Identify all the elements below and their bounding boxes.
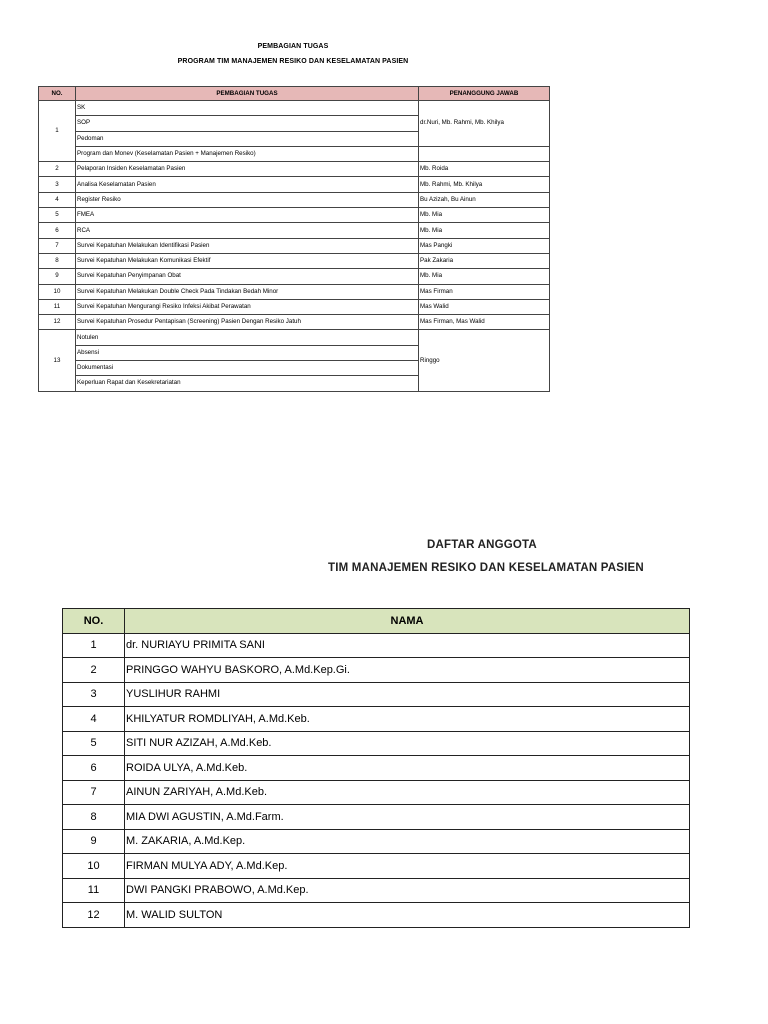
table-header-row: [39, 87, 550, 101]
table-row: [63, 805, 690, 830]
row-number: 4: [39, 192, 76, 207]
row-number: 3: [39, 177, 76, 192]
row-number: 9: [63, 829, 125, 854]
header-task: PEMBAGIAN TUGAS: [76, 87, 419, 101]
responsible-cell: Mas Pangki: [419, 238, 550, 253]
row-number: 6: [63, 756, 125, 781]
member-name: KHILYATUR ROMDLIYAH, A.Md.Keb.: [125, 707, 690, 732]
table-row: [63, 756, 690, 781]
task-cell: Pelaporan Insiden Keselamatan Pasien: [76, 162, 419, 177]
table-row: [39, 223, 550, 238]
responsible-cell: Pak Zakaria: [419, 253, 550, 268]
responsible-cell: Ringgo: [419, 330, 550, 391]
row-number: 2: [63, 658, 125, 683]
member-name: PRINGGO WAHYU BASKORO, A.Md.Kep.Gi.: [125, 658, 690, 683]
table-row: [63, 829, 690, 854]
responsible-cell: Mas Firman: [419, 284, 550, 299]
row-number: 13: [39, 330, 76, 391]
row-number: 3: [63, 682, 125, 707]
task-cell: Survei Kepatuhan Melakukan Komunikasi Efektif: [76, 253, 419, 268]
table-row: [39, 330, 550, 345]
member-name: AINUN ZARIYAH, A.Md.Keb.: [125, 780, 690, 805]
table-row: [63, 658, 690, 683]
tugas-subtitle: PROGRAM TIM MANAJEMEN RESIKO DAN KESELAMATAN PASIEN: [177, 58, 409, 65]
task-cell: Keperluan Rapat dan Kesekretariatan: [76, 376, 419, 391]
header-no: NO.: [39, 87, 76, 101]
table-row: [63, 731, 690, 756]
table-row: [39, 315, 550, 330]
member-name: MIA DWI AGUSTIN, A.Md.Farm.: [125, 805, 690, 830]
table-row: [39, 208, 550, 223]
pembagian-tugas-table: [38, 86, 550, 392]
responsible-cell: dr.Nuri, Mb. Rahmi, Mb. Khilya: [419, 101, 550, 147]
task-cell: Analisa Keselamatan Pasien: [76, 177, 419, 192]
table-row: [39, 284, 550, 299]
row-number: 1: [63, 633, 125, 658]
task-cell: SOP: [76, 116, 419, 131]
row-number: 2: [39, 162, 76, 177]
responsible-cell: Mb. Rahmi, Mb. Khilya: [419, 177, 550, 192]
task-cell: Survei Kepatuhan Melakukan Double Check Pada Tindakan Bedah Minor: [76, 284, 419, 299]
task-cell: Survei Kepatuhan Melakukan Identifikasi Pasien: [76, 238, 419, 253]
responsible-cell: Mas Firman, Mas Walid: [419, 315, 550, 330]
member-name: M. WALID SULTON: [125, 903, 690, 928]
row-number: 8: [39, 253, 76, 268]
task-cell: FMEA: [76, 208, 419, 223]
responsible-cell: Mb. Mia: [419, 223, 550, 238]
member-name: SITI NUR AZIZAH, A.Md.Keb.: [125, 731, 690, 756]
tugas-title: PEMBAGIAN TUGAS: [257, 43, 329, 50]
responsible-cell: Mb. Mia: [419, 208, 550, 223]
empty-cell: [419, 146, 550, 161]
task-cell: Dokumentasi: [76, 361, 419, 376]
row-number: 11: [39, 299, 76, 314]
table-row: [63, 633, 690, 658]
table-row: [63, 903, 690, 928]
table-row: [39, 162, 550, 177]
table-row: [63, 854, 690, 879]
member-name: YUSLIHUR RAHMI: [125, 682, 690, 707]
row-number: 10: [63, 854, 125, 879]
row-number: 4: [63, 707, 125, 732]
table-row: [39, 253, 550, 268]
member-name: FIRMAN MULYA ADY, A.Md.Kep.: [125, 854, 690, 879]
row-number: 6: [39, 223, 76, 238]
row-number: 1: [39, 101, 76, 162]
table-row: [39, 299, 550, 314]
table-row: [39, 192, 550, 207]
table-row: [63, 878, 690, 903]
task-cell: SK: [76, 101, 419, 116]
table-row: [39, 238, 550, 253]
member-name: dr. NURIAYU PRIMITA SANI: [125, 633, 690, 658]
responsible-cell: Mas Walid: [419, 299, 550, 314]
member-name: M. ZAKARIA, A.Md.Kep.: [125, 829, 690, 854]
row-number: 12: [39, 315, 76, 330]
task-cell: Notulen: [76, 330, 419, 345]
task-cell: RCA: [76, 223, 419, 238]
table-row: [39, 269, 550, 284]
member-name: ROIDA ULYA, A.Md.Keb.: [125, 756, 690, 781]
task-cell: Survei Kepatuhan Penyimpanan Obat: [76, 269, 419, 284]
responsible-cell: Mb. Mia: [419, 269, 550, 284]
header-no: NO.: [63, 609, 125, 634]
table-row: [39, 101, 550, 116]
table-row: [63, 780, 690, 805]
task-cell: Pedoman: [76, 131, 419, 146]
row-number: 9: [39, 269, 76, 284]
responsible-cell: Bu Azizah, Bu Ainun: [419, 192, 550, 207]
row-number: 10: [39, 284, 76, 299]
task-cell: Survei Kepatuhan Prosedur Pentapisan (Screening) Pasien Dengan Resiko Jatuh: [76, 315, 419, 330]
task-cell: Program dan Monev (Keselamatan Pasien + Manajemen Resiko): [76, 146, 419, 161]
daftar-anggota-table: [62, 608, 690, 928]
table-row: [39, 177, 550, 192]
header-responsible: PENANGGUNG JAWAB: [419, 87, 550, 101]
table-row: [63, 707, 690, 732]
row-number: 7: [63, 780, 125, 805]
row-number: 5: [39, 208, 76, 223]
anggota-title: DAFTAR ANGGOTA: [427, 539, 537, 551]
anggota-subtitle: TIM MANAJEMEN RESIKO DAN KESELAMATAN PASIEN: [328, 562, 644, 574]
row-number: 12: [63, 903, 125, 928]
table-row: [39, 146, 550, 161]
row-number: 5: [63, 731, 125, 756]
row-number: 11: [63, 878, 125, 903]
responsible-cell: Mb. Roida: [419, 162, 550, 177]
member-name: DWI PANGKI PRABOWO, A.Md.Kep.: [125, 878, 690, 903]
task-cell: Register Resiko: [76, 192, 419, 207]
row-number: 8: [63, 805, 125, 830]
table-row: [63, 682, 690, 707]
header-name: NAMA: [125, 609, 690, 634]
task-cell: Survei Kepatuhan Mengurangi Resiko Infeksi Akibat Perawatan: [76, 299, 419, 314]
row-number: 7: [39, 238, 76, 253]
task-cell: Absensi: [76, 345, 419, 360]
table-header-row: [63, 609, 690, 634]
